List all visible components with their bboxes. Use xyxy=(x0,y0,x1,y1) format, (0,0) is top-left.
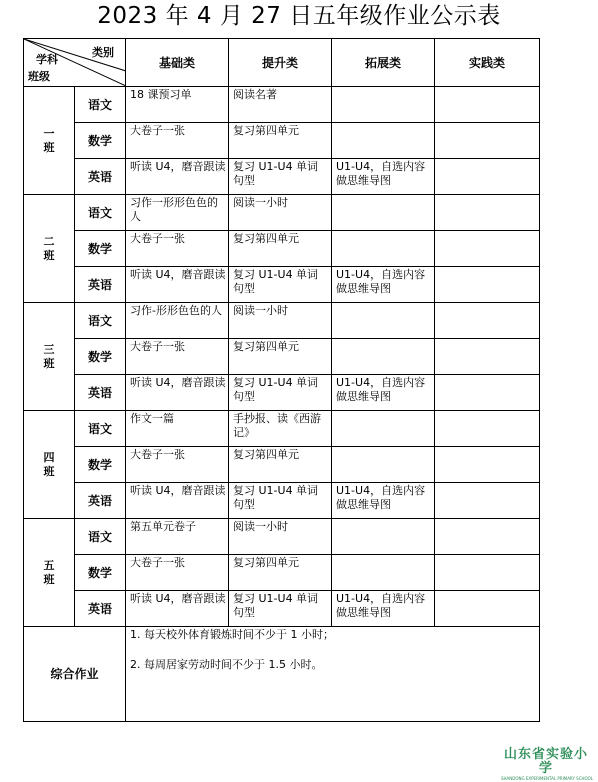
homework-cell-practice xyxy=(435,375,540,411)
subject-cell: 语文 xyxy=(75,195,126,231)
class-name-text: 三 xyxy=(43,342,55,356)
homework-cell-extend xyxy=(332,195,435,231)
class-subject-row xyxy=(24,555,540,591)
summary-item: 2. 每周居家劳动时间不少于 1.5 小时。 xyxy=(130,658,323,671)
class-name-text: 一 xyxy=(43,126,55,140)
homework-cell-extend xyxy=(332,555,435,591)
homework-cell-extend: U1-U4，自选内容做思维导图 xyxy=(332,159,435,195)
homework-cell-basic: 作文一篇 xyxy=(126,411,229,447)
class-name-text: 班 xyxy=(43,464,55,478)
homework-cell-basic: 听读 U4，磨音跟读 xyxy=(126,591,229,627)
homework-cell-basic: 听读 U4，磨音跟读 xyxy=(126,267,229,303)
homework-cell-basic: 习作-形形色色的人 xyxy=(126,303,229,339)
summary-item: 1. 每天校外体育锻炼时间不少于 1 小时； xyxy=(130,628,334,641)
class-name-cell xyxy=(24,411,75,519)
homework-cell-basic: 听读 U4，磨音跟读 xyxy=(126,375,229,411)
homework-cell-practice xyxy=(435,87,540,123)
class-subject-row xyxy=(24,231,540,267)
class-name-text: 班 xyxy=(43,572,55,586)
homework-cell-basic: 大卷子一张 xyxy=(126,339,229,375)
subject-cell: 数学 xyxy=(75,231,126,267)
homework-cell-improve: 复习第四单元 xyxy=(229,123,332,159)
class-name-text: 班 xyxy=(43,248,55,262)
homework-cell-extend: U1-U4，自选内容做思维导图 xyxy=(332,483,435,519)
subject-cell: 英语 xyxy=(75,159,126,195)
class-subject-row xyxy=(24,591,540,627)
homework-cell-practice xyxy=(435,591,540,627)
school-logo xyxy=(501,747,594,781)
class-subject-row xyxy=(24,87,540,123)
class-name-cell xyxy=(24,195,75,303)
class-name-text: 班 xyxy=(43,356,55,370)
class-name-text: 五 xyxy=(43,558,55,572)
homework-cell-improve: 复习 U1-U4 单词句型 xyxy=(229,159,332,195)
subject-cell: 数学 xyxy=(75,339,126,375)
homework-cell-improve: 复习第四单元 xyxy=(229,555,332,591)
school-logo-name: 山东省实验小学 xyxy=(503,747,588,776)
homework-cell-improve: 阅读名著 xyxy=(229,87,332,123)
homework-cell-extend xyxy=(332,519,435,555)
homework-cell-extend xyxy=(332,231,435,267)
homework-cell-improve: 阅读一小时 xyxy=(229,519,332,555)
subject-cell: 数学 xyxy=(75,555,126,591)
class-subject-row xyxy=(24,411,540,447)
summary-row xyxy=(24,627,540,722)
subject-cell: 数学 xyxy=(75,123,126,159)
class-subject-row xyxy=(24,483,540,519)
homework-cell-practice xyxy=(435,303,540,339)
subject-cell: 英语 xyxy=(75,375,126,411)
subject-cell: 英语 xyxy=(75,591,126,627)
summary-content xyxy=(126,627,540,722)
class-subject-row xyxy=(24,447,540,483)
subject-cell: 英语 xyxy=(75,483,126,519)
homework-cell-practice xyxy=(435,447,540,483)
class-subject-row xyxy=(24,375,540,411)
corner-header xyxy=(24,39,126,87)
homework-cell-practice xyxy=(435,231,540,267)
school-logo-english: SHANDONG EXPERIMENTAL PRIMARY SCHOOL xyxy=(501,776,594,781)
homework-cell-basic: 18 课预习单 xyxy=(126,87,229,123)
homework-cell-basic: 习作一形形色色的人 xyxy=(126,195,229,231)
homework-cell-extend xyxy=(332,123,435,159)
class-subject-row xyxy=(24,159,540,195)
homework-cell-extend xyxy=(332,87,435,123)
homework-cell-basic: 大卷子一张 xyxy=(126,447,229,483)
subject-cell: 数学 xyxy=(75,447,126,483)
homework-cell-extend xyxy=(332,447,435,483)
header-row xyxy=(24,39,540,87)
homework-cell-extend xyxy=(332,411,435,447)
homework-cell-improve: 复习第四单元 xyxy=(229,339,332,375)
homework-cell-practice xyxy=(435,267,540,303)
homework-cell-extend xyxy=(332,339,435,375)
class-subject-row xyxy=(24,339,540,375)
homework-cell-basic: 大卷子一张 xyxy=(126,231,229,267)
homework-cell-improve: 复习第四单元 xyxy=(229,231,332,267)
homework-cell-improve: 复习 U1-U4 单词句型 xyxy=(229,483,332,519)
homework-cell-basic: 大卷子一张 xyxy=(126,123,229,159)
homework-cell-practice xyxy=(435,519,540,555)
homework-cell-practice xyxy=(435,123,540,159)
homework-cell-improve: 复习 U1-U4 单词句型 xyxy=(229,267,332,303)
homework-cell-improve: 阅读一小时 xyxy=(229,195,332,231)
class-subject-row xyxy=(24,123,540,159)
subject-cell: 语文 xyxy=(75,303,126,339)
homework-cell-practice xyxy=(435,339,540,375)
summary-label: 综合作业 xyxy=(24,627,126,722)
subject-cell: 英语 xyxy=(75,267,126,303)
homework-cell-improve: 复习 U1-U4 单词句型 xyxy=(229,375,332,411)
homework-cell-improve: 复习第四单元 xyxy=(229,447,332,483)
homework-cell-practice xyxy=(435,411,540,447)
column-header-extend: 拓展类 xyxy=(332,39,435,87)
column-header-practice: 实践类 xyxy=(435,39,540,87)
homework-cell-basic: 听读 U4，磨音跟读 xyxy=(126,159,229,195)
page-title: 2023 年 4 月 27 日五年级作业公示表 xyxy=(97,3,501,29)
subject-cell: 语文 xyxy=(75,87,126,123)
homework-cell-basic: 听读 U4，磨音跟读 xyxy=(126,483,229,519)
corner-subject-label: 学科 xyxy=(36,53,58,66)
homework-cell-extend: U1-U4，自选内容做思维导图 xyxy=(332,267,435,303)
column-header-basic: 基础类 xyxy=(126,39,229,87)
homework-cell-practice xyxy=(435,159,540,195)
class-name-text: 班 xyxy=(43,140,55,154)
corner-category-label: 类别 xyxy=(92,46,114,59)
homework-cell-extend xyxy=(332,303,435,339)
homework-cell-extend: U1-U4，自选内容做思维导图 xyxy=(332,591,435,627)
class-name-cell xyxy=(24,519,75,627)
class-subject-row xyxy=(24,519,540,555)
homework-cell-basic: 大卷子一张 xyxy=(126,555,229,591)
homework-cell-basic: 第五单元卷子 xyxy=(126,519,229,555)
class-name-cell xyxy=(24,87,75,195)
homework-cell-improve: 阅读一小时 xyxy=(229,303,332,339)
class-name-text: 二 xyxy=(43,234,55,248)
class-subject-row xyxy=(24,303,540,339)
subject-cell: 语文 xyxy=(75,519,126,555)
class-name-cell xyxy=(24,303,75,411)
homework-cell-practice xyxy=(435,483,540,519)
subject-cell: 语文 xyxy=(75,411,126,447)
class-subject-row xyxy=(24,267,540,303)
class-name-text: 四 xyxy=(43,450,55,464)
homework-cell-extend: U1-U4，自选内容做思维导图 xyxy=(332,375,435,411)
homework-cell-practice xyxy=(435,555,540,591)
homework-cell-improve: 手抄报、读《西游记》 xyxy=(229,411,332,447)
homework-cell-practice xyxy=(435,195,540,231)
homework-table xyxy=(23,38,540,722)
corner-class-label: 班级 xyxy=(28,70,50,83)
class-subject-row xyxy=(24,195,540,231)
column-header-improve: 提升类 xyxy=(229,39,332,87)
homework-cell-improve: 复习 U1-U4 单词句型 xyxy=(229,591,332,627)
